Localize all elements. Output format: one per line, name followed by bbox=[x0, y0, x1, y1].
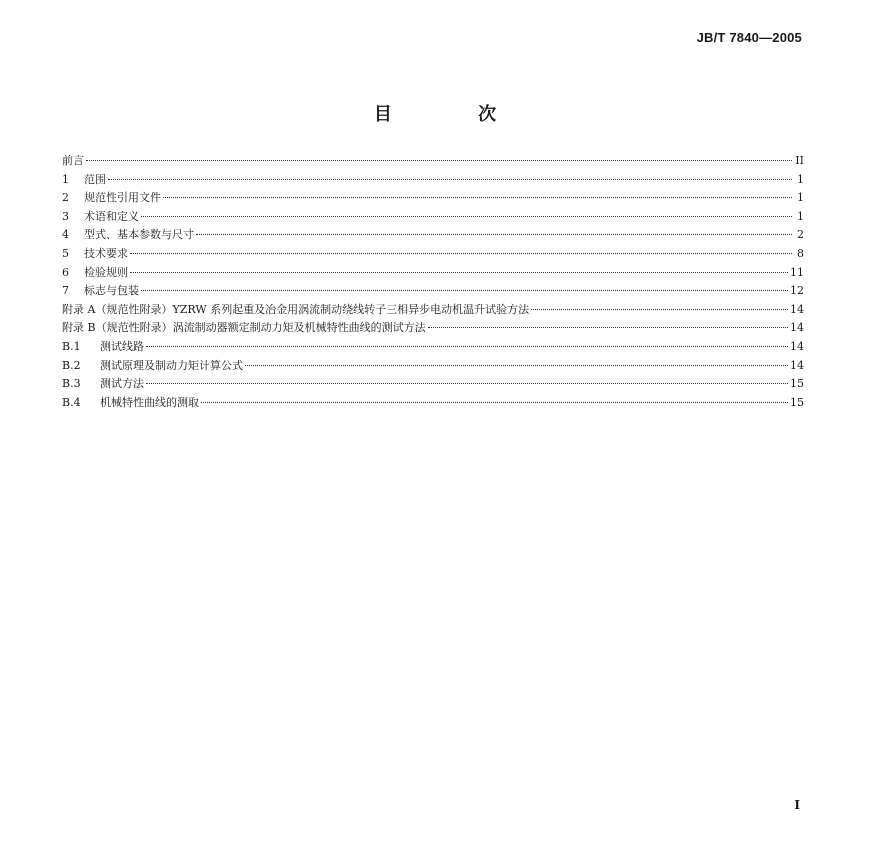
leader-dots bbox=[108, 179, 792, 180]
toc-entry-text: 附录 B（规范性附录）涡流制动器额定制动力矩及机械特性曲线的测试方法 bbox=[62, 321, 426, 335]
toc-entry-page: 8 bbox=[797, 246, 804, 260]
toc-entry-page: 1 bbox=[797, 172, 804, 186]
toc-entry-text: 型式、基本参数与尺寸 bbox=[84, 228, 194, 242]
leader-dots bbox=[130, 272, 788, 273]
toc-entry-page: 2 bbox=[797, 228, 804, 242]
toc-entry-text: 机械特性曲线的测取 bbox=[100, 395, 199, 409]
toc-entry-number: B.4 bbox=[62, 395, 81, 409]
toc-entry-number: 4 bbox=[62, 228, 69, 242]
toc-entry[interactable] bbox=[62, 208, 804, 227]
leader-dots bbox=[201, 402, 788, 403]
toc-entry-page: 11 bbox=[790, 265, 804, 279]
toc-entry[interactable] bbox=[62, 357, 804, 376]
toc-entry-number: 2 bbox=[62, 191, 69, 205]
toc-entry[interactable] bbox=[62, 152, 804, 171]
toc-entry-number: 6 bbox=[62, 265, 69, 279]
toc-entry-text: 术语和定义 bbox=[84, 209, 139, 223]
standard-code: JB/T 7840—2005 bbox=[696, 30, 802, 45]
toc-entry-text: 范围 bbox=[84, 172, 106, 186]
leader-dots bbox=[196, 234, 792, 235]
leader-dots bbox=[428, 327, 788, 328]
toc-entry-number: B.3 bbox=[62, 377, 81, 391]
toc-entry[interactable] bbox=[62, 375, 804, 394]
toc-entry-text: 测试线路 bbox=[100, 339, 144, 353]
toc-entry-page: 15 bbox=[790, 377, 804, 391]
toc-entry-page: 14 bbox=[790, 321, 804, 335]
toc-entry-text: 标志与包装 bbox=[84, 284, 139, 298]
toc-entry-text: 检验规则 bbox=[84, 265, 128, 279]
toc-entry-page: 14 bbox=[790, 302, 804, 316]
toc-entry-text: 附录 A（规范性附录）YZRW 系列起重及冶金用涡流制动绕线转子三相异步电动机温升试验方法 bbox=[62, 302, 530, 316]
toc-entry[interactable] bbox=[62, 264, 804, 283]
toc-entry-text: 前言 bbox=[62, 154, 84, 167]
leader-dots bbox=[141, 216, 792, 217]
toc-entry-number: 1 bbox=[62, 172, 69, 186]
toc-entry-text: 技术要求 bbox=[84, 246, 128, 260]
toc-entry-number: 3 bbox=[62, 209, 69, 223]
leader-dots bbox=[163, 197, 792, 198]
table-of-contents bbox=[62, 152, 804, 412]
leader-dots bbox=[141, 290, 788, 291]
toc-entry-page: 15 bbox=[790, 395, 804, 409]
toc-entry-appendix-a[interactable] bbox=[62, 301, 804, 320]
toc-entry-page: II bbox=[795, 154, 804, 167]
leader-dots bbox=[130, 253, 792, 254]
toc-entry-text: 测试方法 bbox=[100, 377, 144, 391]
page-number: I bbox=[794, 798, 800, 812]
toc-entry[interactable] bbox=[62, 226, 804, 245]
toc-entry[interactable] bbox=[62, 245, 804, 264]
toc-entry-appendix-b[interactable] bbox=[62, 319, 804, 338]
toc-entry[interactable] bbox=[62, 338, 804, 357]
leader-dots bbox=[146, 346, 788, 347]
toc-entry-number: 5 bbox=[62, 246, 69, 260]
toc-entry-text: 测试原理及制动力矩计算公式 bbox=[100, 358, 243, 372]
toc-entry-number: 7 bbox=[62, 284, 69, 298]
toc-entry-number: B.2 bbox=[62, 358, 81, 372]
toc-entry-page: 12 bbox=[790, 284, 804, 298]
toc-entry-number: B.1 bbox=[62, 339, 81, 353]
toc-entry-page: 14 bbox=[790, 339, 804, 353]
leader-dots bbox=[146, 383, 788, 384]
toc-entry[interactable] bbox=[62, 282, 804, 301]
toc-entry[interactable] bbox=[62, 171, 804, 190]
toc-entry-page: 1 bbox=[797, 191, 804, 205]
leader-dots bbox=[86, 160, 792, 161]
leader-dots bbox=[245, 365, 788, 366]
leader-dots bbox=[531, 309, 788, 310]
toc-entry-text: 规范性引用文件 bbox=[84, 191, 161, 205]
page-title: 目 次 bbox=[373, 104, 537, 125]
toc-entry[interactable] bbox=[62, 394, 804, 413]
toc-entry-page: 14 bbox=[790, 358, 804, 372]
toc-entry-page: 1 bbox=[797, 209, 804, 223]
toc-entry[interactable] bbox=[62, 189, 804, 208]
